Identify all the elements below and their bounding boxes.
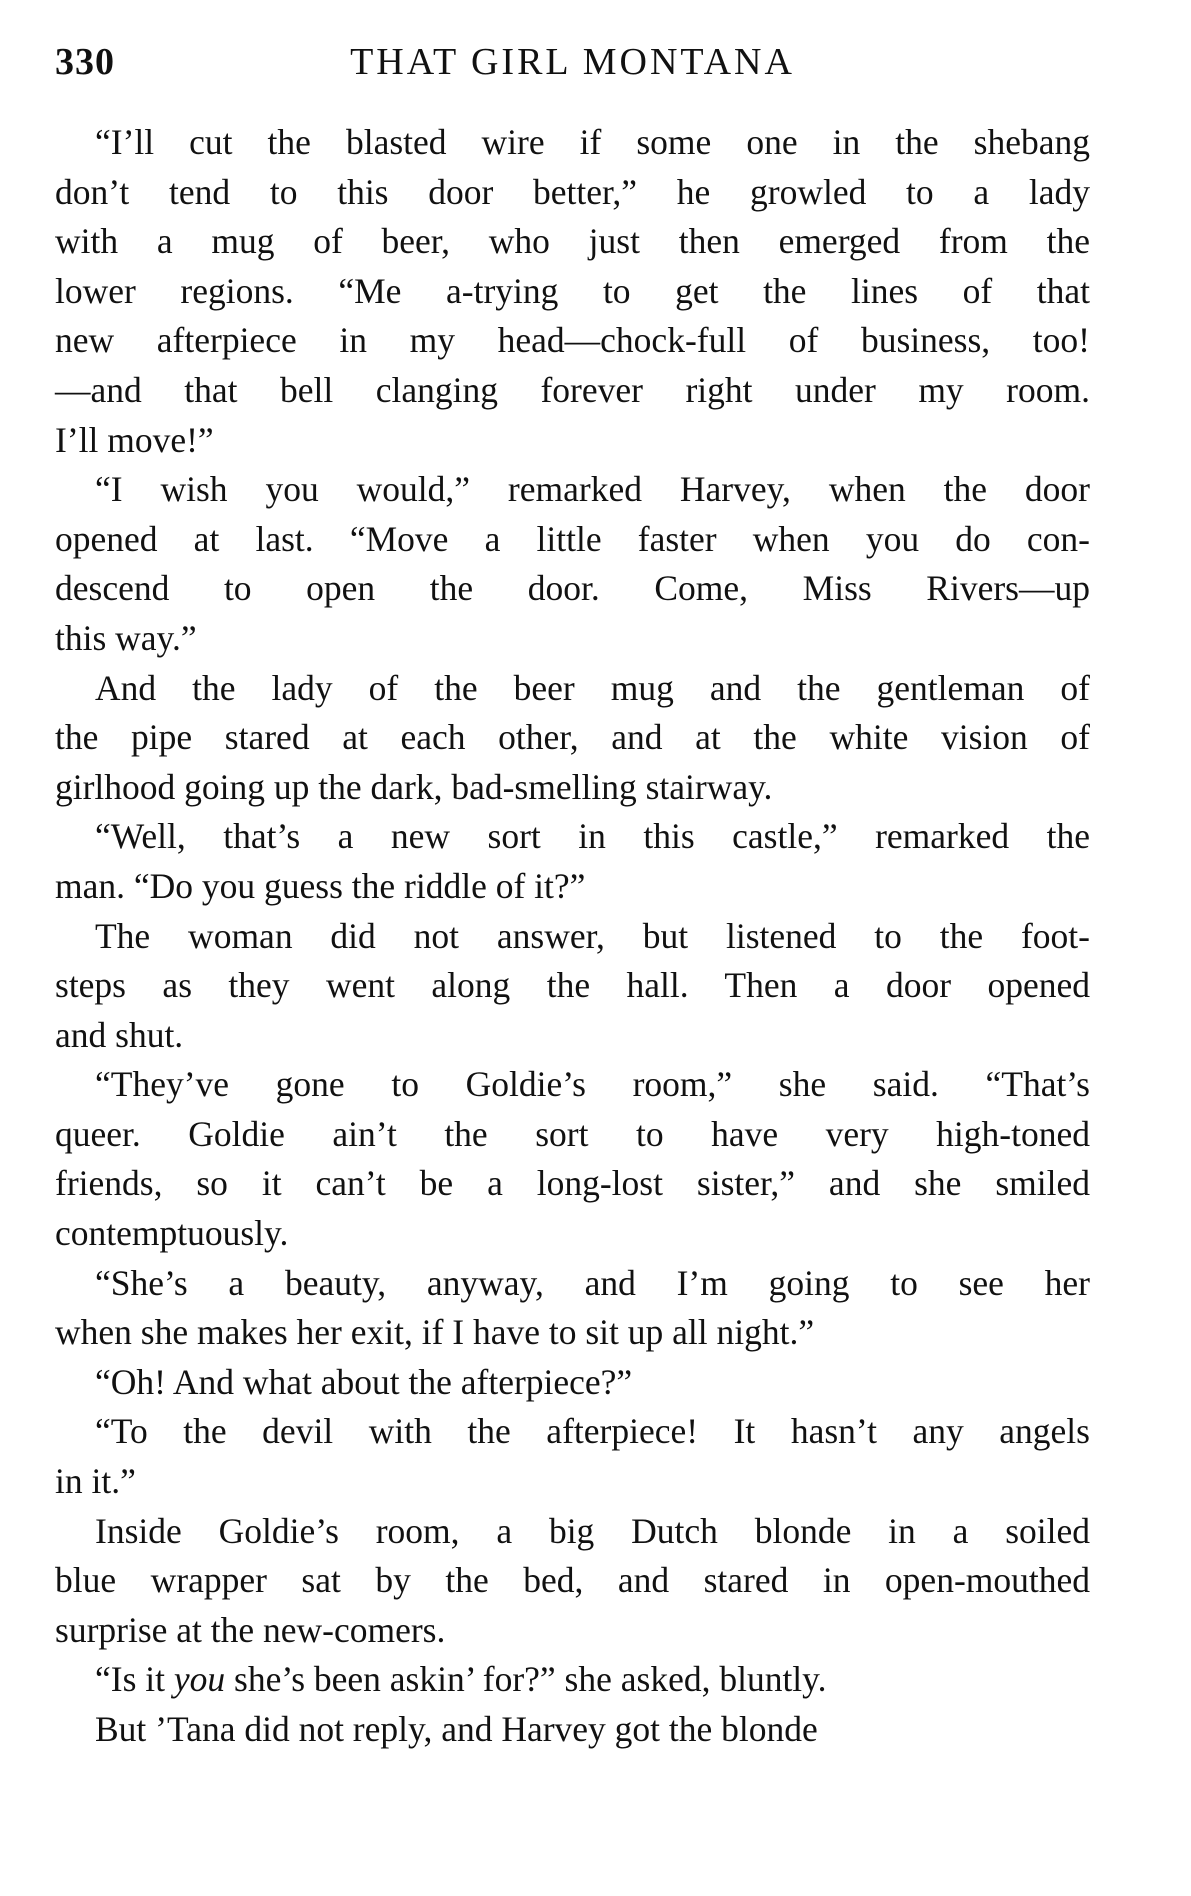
paragraph [55, 1358, 1090, 1408]
text-line: But ’Tana did not reply, and Harvey got the blonde [95, 1709, 818, 1749]
text-line: and shut. [55, 1014, 184, 1055]
paragraph [55, 1407, 1090, 1506]
text-line: I’ll move!” [55, 419, 214, 460]
text-line: “Oh! And what about the afterpiece?” [95, 1361, 633, 1402]
text-line: “I wish you would,” remarked Harvey, when the door [95, 469, 1090, 510]
text-line: queer. Goldie ain’t the sort to have very high-toned [55, 1113, 1090, 1154]
paragraph [55, 118, 1090, 465]
text-line: new afterpiece in my head—chock-full of business, too! [55, 320, 1090, 361]
text-line: when she makes her exit, if I have to sit up all night.” [55, 1312, 815, 1353]
text-line: “Is it you she’s been askin’ for?” she asked, bluntly. [95, 1659, 827, 1700]
page-number: 330 [55, 41, 115, 83]
text-line: “To the devil with the afterpiece! It hasn’t any angels [95, 1411, 1090, 1452]
text-line: “Well, that’s a new sort in this castle,” remarked the [95, 816, 1090, 857]
paragraph [55, 1507, 1090, 1656]
text-line: The woman did not answer, but listened to the foot- [95, 915, 1090, 956]
text-line: in it.” [55, 1461, 136, 1502]
text-line: Inside Goldie’s room, a big Dutch blonde in a soiled [95, 1510, 1090, 1551]
text-line: this way.” [55, 617, 197, 658]
text-line: surprise at the new-comers. [55, 1609, 446, 1650]
text-line: man. “Do you guess the riddle of it?” [55, 865, 586, 906]
paragraph [55, 664, 1090, 813]
text-line: “I’ll cut the blasted wire if some one in the shebang [95, 122, 1090, 162]
text-line: blue wrapper sat by the bed, and stared in open-mouthed [55, 1560, 1090, 1601]
text-line: opened at last. “Move a little faster when you do con- [55, 518, 1090, 559]
text-line: “They’ve gone to Goldie’s room,” she said. “That’s [95, 1064, 1090, 1105]
paragraph [55, 1259, 1090, 1358]
text-line: with a mug of beer, who just then emerged from the [55, 221, 1090, 262]
paragraph [55, 1705, 1090, 1755]
emphasis: you [173, 1659, 226, 1700]
text-line: And the lady of the beer mug and the gentleman of [95, 667, 1090, 708]
text-line: “She’s a beauty, anyway, and I’m going to see her [95, 1262, 1090, 1303]
text-line: —and that bell clanging forever right under my room. [55, 369, 1090, 410]
paragraph [55, 465, 1090, 663]
text-line: the pipe stared at each other, and at the white vision of [55, 717, 1090, 758]
paragraph [55, 912, 1090, 1061]
paragraph [55, 812, 1090, 911]
paragraph [55, 1655, 1090, 1705]
text-line: descend to open the door. Come, Miss Rivers—up [55, 568, 1090, 609]
text-line: don’t tend to this door better,” he growled to a lady [55, 171, 1090, 212]
text-line: friends, so it can’t be a long-lost sister,” and she smiled [55, 1163, 1090, 1204]
text-line: contemptuously. [55, 1213, 289, 1254]
text-line: lower regions. “Me a-trying to get the lines of that [55, 270, 1090, 311]
text-line: girlhood going up the dark, bad-smelling stairway. [55, 766, 773, 807]
paragraph [55, 1060, 1090, 1258]
page-header [55, 30, 1090, 90]
body-text [55, 118, 1090, 1755]
running-title: THAT GIRL MONTANA [350, 41, 795, 83]
text-line: steps as they went along the hall. Then a door opened [55, 965, 1090, 1006]
